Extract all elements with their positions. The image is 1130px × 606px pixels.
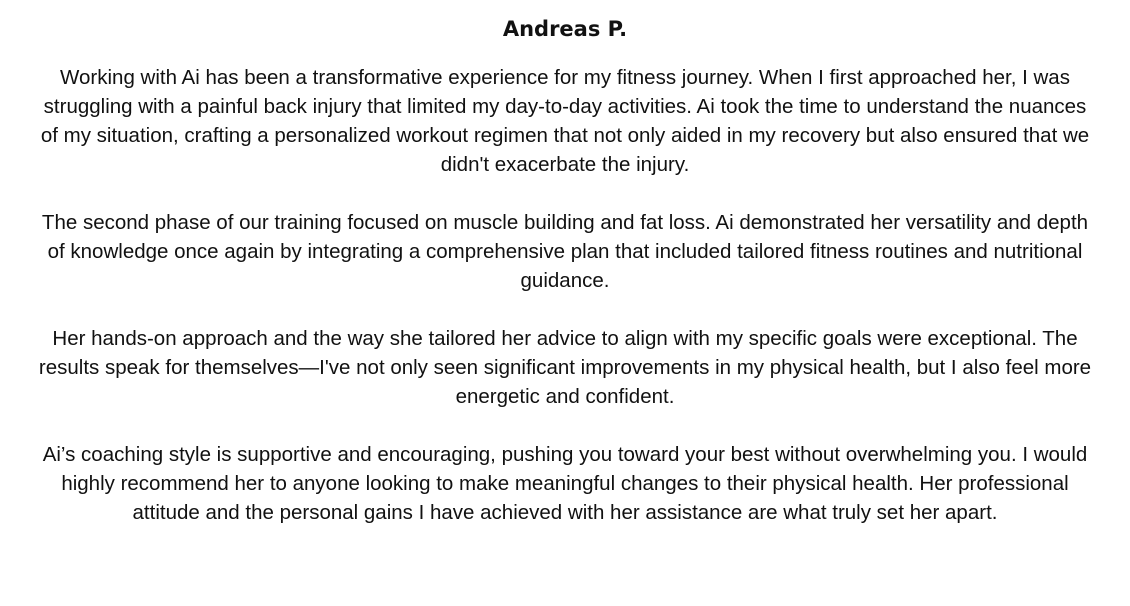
testimonial-paragraph: Working with Ai has been a transformative experience for my fitness journey. When I first approached her, I was struggling with a painful back injury that limited my day-to-day activities. Ai took the time to understand the nuances of my situation, crafting a personalized workout regimen that not only aided in my recovery but also ensured that we didn't exacerbate the injury. bbox=[40, 66, 1090, 176]
testimonial-paragraph: The second phase of our training focused on muscle building and fat loss. Ai demonstrated her versatility and depth of knowledge once again by integrating a comprehensive plan that included tailored fitness routines and nutritional guidance. bbox=[41, 211, 1089, 292]
author-name: Andreas P. bbox=[502, 17, 628, 41]
testimonial-paragraph: Her hands-on approach and the way she tailored her advice to align with my specific goals were exceptional. The results speak for themselves—I've not only seen significant improvements in my physical health, but I also feel more energetic and confident. bbox=[38, 327, 1092, 408]
testimonial-paragraph: Ai’s coaching style is supportive and encouraging, pushing you toward your best without overwhelming you. I would highly recommend her to anyone looking to make meaningful changes to their physical health. Her professional attitude and the personal gains I have achieved with her assistance are what truly set her apart. bbox=[42, 443, 1088, 524]
